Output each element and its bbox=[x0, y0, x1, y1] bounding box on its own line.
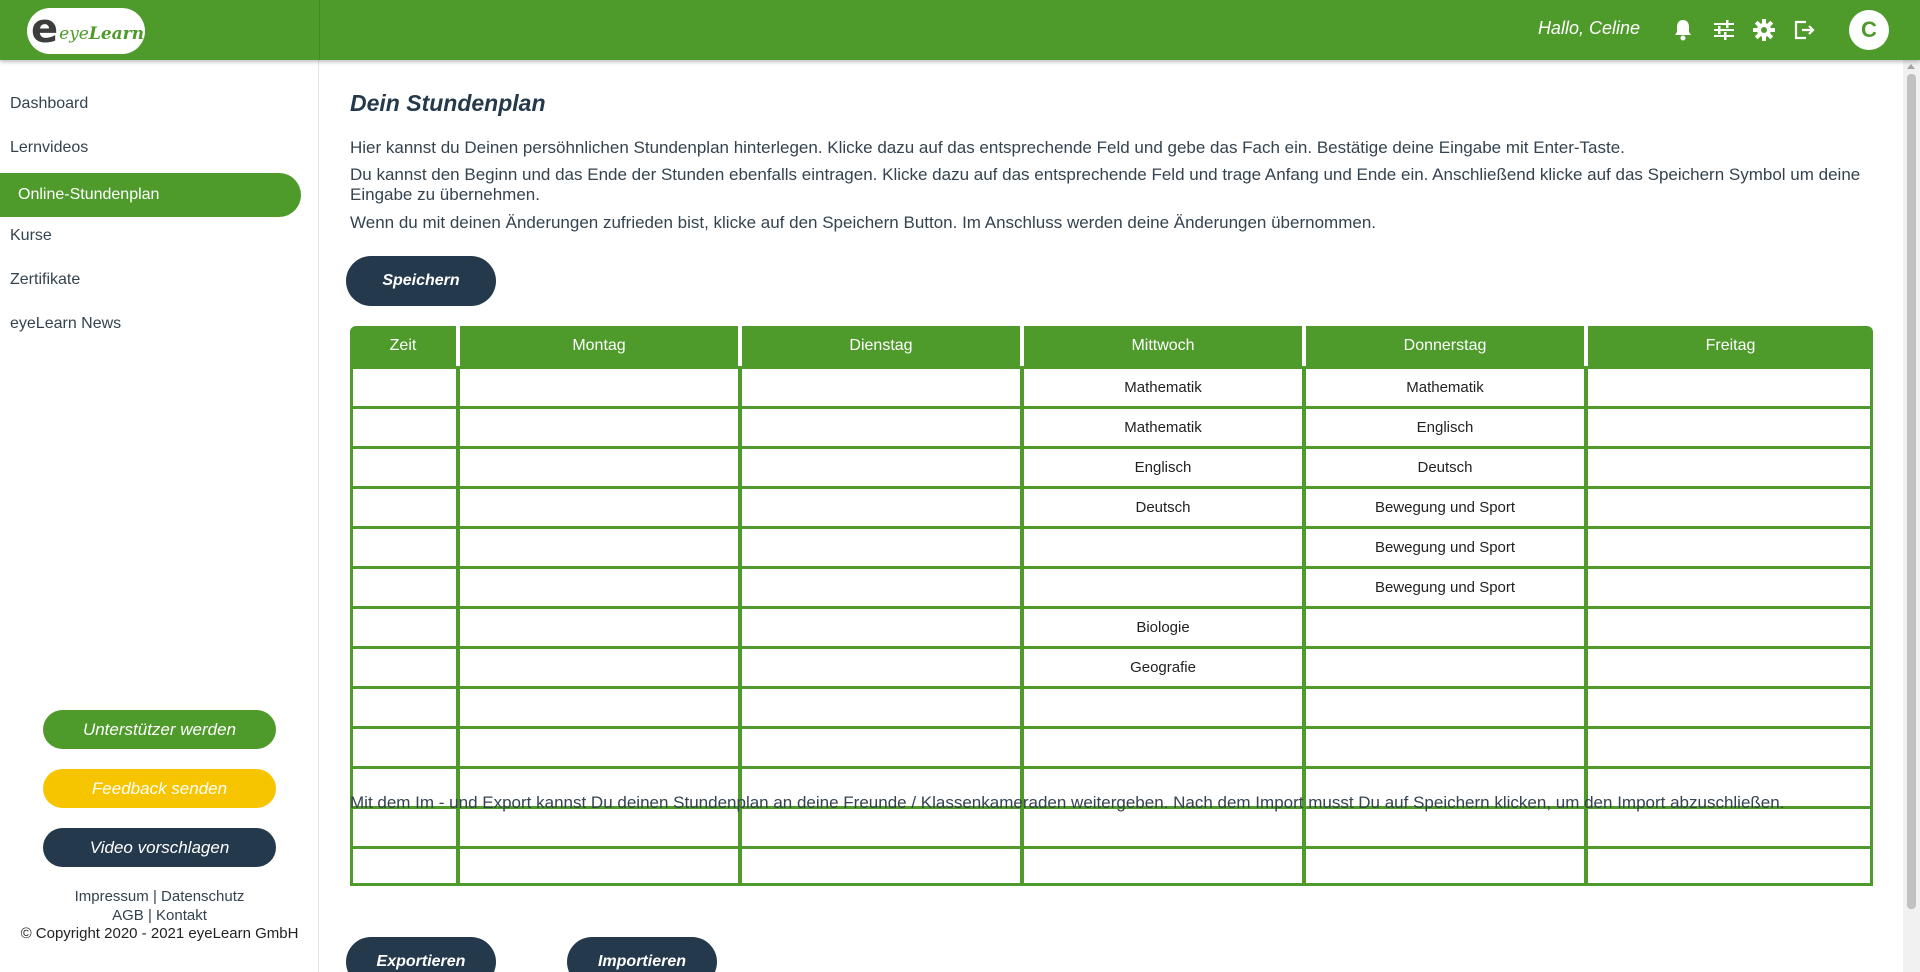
subject-cell[interactable] bbox=[1588, 809, 1873, 846]
subject-cell[interactable] bbox=[1588, 409, 1873, 446]
save-button[interactable]: Speichern bbox=[346, 256, 496, 306]
column-header-montag: Montag bbox=[460, 326, 742, 366]
column-header-freitag: Freitag bbox=[1705, 337, 1756, 354]
kontakt-link[interactable]: Kontakt bbox=[156, 907, 207, 924]
subject-cell[interactable] bbox=[1306, 849, 1588, 883]
subject-cell[interactable] bbox=[460, 649, 742, 686]
sidebar bbox=[0, 60, 319, 972]
sidebar-item-eyelearn-news[interactable]: eyeLearn News bbox=[10, 315, 122, 332]
table-row bbox=[350, 366, 1873, 406]
subject-cell[interactable] bbox=[1024, 729, 1306, 766]
subject-cell[interactable] bbox=[742, 529, 1024, 566]
main-content bbox=[320, 60, 1900, 972]
subject-cell[interactable] bbox=[1306, 809, 1588, 846]
export-button[interactable]: Exportieren bbox=[346, 937, 496, 972]
time-cell[interactable] bbox=[350, 449, 460, 486]
subject-cell[interactable] bbox=[742, 569, 1024, 606]
subject-cell[interactable]: Deutsch bbox=[1024, 489, 1306, 526]
sidebar-item-dashboard[interactable]: Dashboard bbox=[10, 95, 89, 112]
subject-cell[interactable] bbox=[1024, 809, 1306, 846]
import-export-text: Mit dem Im - und Export kannst Du deinen Stundenplan an deine Freunde / Klassenkameraden weitergeben. Nach dem Import musst Du auf Speichern klicken, um den Import abzuschließen. bbox=[350, 793, 1785, 812]
subject-cell[interactable] bbox=[742, 609, 1024, 646]
time-cell[interactable] bbox=[350, 569, 460, 606]
intro-paragraph-3: Wenn du mit deinen Änderungen zufrieden bist, klicke auf den Speichern Button. Im Anschluss werden deine Änderungen übernommen. bbox=[350, 213, 1376, 232]
gear-icon[interactable] bbox=[1751, 17, 1777, 43]
subject-cell[interactable] bbox=[460, 569, 742, 606]
supporter-button[interactable]: Unterstützer werden bbox=[43, 710, 276, 749]
agb-link[interactable]: AGB bbox=[112, 907, 144, 924]
scroll-up-arrow-icon[interactable] bbox=[1907, 64, 1915, 69]
subject-cell[interactable]: Mathematik bbox=[1306, 369, 1588, 406]
subject-cell[interactable] bbox=[460, 729, 742, 766]
sidebar-item-online-stundenplan[interactable]: Online-Stundenplan bbox=[0, 173, 301, 217]
subject-cell[interactable] bbox=[1024, 689, 1306, 726]
table-row bbox=[350, 606, 1873, 646]
bell-icon[interactable] bbox=[1670, 17, 1696, 43]
user-greeting: Hallo, Celine bbox=[1537, 18, 1640, 38]
subject-cell[interactable] bbox=[1306, 689, 1588, 726]
suggest-video-button[interactable]: Video vorschlagen bbox=[43, 828, 276, 867]
avatar[interactable]: C bbox=[1849, 10, 1889, 50]
subject-cell[interactable] bbox=[460, 489, 742, 526]
subject-cell[interactable] bbox=[1588, 529, 1873, 566]
eyelearn-logo[interactable] bbox=[27, 8, 145, 54]
subject-cell[interactable] bbox=[742, 649, 1024, 686]
scroll-thumb[interactable] bbox=[1907, 74, 1916, 909]
table-row bbox=[350, 406, 1873, 446]
subject-cell[interactable] bbox=[460, 409, 742, 446]
table-row bbox=[350, 446, 1873, 486]
subject-cell[interactable] bbox=[1588, 489, 1873, 526]
column-header-mittwoch: Mittwoch bbox=[1024, 326, 1306, 366]
column-header-zeit: Zeit bbox=[350, 326, 460, 366]
time-cell[interactable] bbox=[350, 609, 460, 646]
sidebar-item-lernvideos[interactable]: Lernvideos bbox=[10, 139, 89, 156]
subject-cell[interactable]: Bewegung und Sport bbox=[1306, 529, 1588, 566]
subject-cell[interactable] bbox=[1024, 529, 1306, 566]
time-cell[interactable] bbox=[350, 849, 460, 883]
scrollbar[interactable] bbox=[1903, 60, 1920, 972]
timetable-header bbox=[350, 326, 1873, 366]
footer-separator: | bbox=[152, 888, 157, 905]
subject-cell[interactable] bbox=[742, 689, 1024, 726]
topbar-divider bbox=[319, 0, 320, 60]
footer-separator: | bbox=[147, 907, 152, 924]
subject-cell[interactable] bbox=[742, 729, 1024, 766]
subject-cell[interactable] bbox=[460, 849, 742, 883]
sliders-icon[interactable] bbox=[1711, 17, 1737, 43]
subject-cell[interactable]: Biologie bbox=[1024, 609, 1306, 646]
subject-cell[interactable] bbox=[742, 489, 1024, 526]
logo-wordmark: eyeLearn bbox=[59, 24, 144, 44]
subject-cell[interactable] bbox=[1024, 569, 1306, 606]
subject-cell[interactable] bbox=[1588, 649, 1873, 686]
subject-cell[interactable] bbox=[1588, 689, 1873, 726]
table-row bbox=[350, 726, 1873, 766]
subject-cell[interactable]: Deutsch bbox=[1306, 449, 1588, 486]
column-header-dienstag: Dienstag bbox=[742, 326, 1024, 366]
subject-cell[interactable] bbox=[460, 609, 742, 646]
logout-icon[interactable] bbox=[1792, 17, 1818, 43]
time-cell[interactable] bbox=[350, 729, 460, 766]
import-button[interactable]: Importieren bbox=[567, 937, 717, 972]
time-cell[interactable] bbox=[350, 649, 460, 686]
subject-cell[interactable]: Bewegung und Sport bbox=[1306, 489, 1588, 526]
subject-cell[interactable] bbox=[1588, 729, 1873, 766]
subject-cell[interactable] bbox=[742, 849, 1024, 883]
impressum-link[interactable]: Impressum bbox=[74, 888, 149, 905]
time-cell[interactable] bbox=[350, 689, 460, 726]
table-row bbox=[350, 646, 1873, 686]
subject-cell[interactable] bbox=[1588, 609, 1873, 646]
subject-cell[interactable]: Mathematik bbox=[1024, 369, 1306, 406]
column-header-donnerstag: Donnerstag bbox=[1306, 326, 1588, 366]
table-row bbox=[350, 686, 1873, 726]
datenschutz-link[interactable]: Datenschutz bbox=[161, 888, 245, 905]
table-row bbox=[350, 846, 1873, 886]
subject-cell[interactable] bbox=[460, 369, 742, 406]
subject-cell[interactable] bbox=[1588, 369, 1873, 406]
subject-cell[interactable] bbox=[742, 449, 1024, 486]
subject-cell[interactable]: Mathematik bbox=[1024, 409, 1306, 446]
subject-cell[interactable] bbox=[460, 529, 742, 566]
sidebar-item-kurse[interactable]: Kurse bbox=[10, 227, 52, 244]
time-cell[interactable] bbox=[350, 409, 460, 446]
footer-links bbox=[0, 887, 319, 925]
subject-cell[interactable]: Englisch bbox=[1024, 449, 1306, 486]
subject-cell[interactable] bbox=[460, 449, 742, 486]
subject-cell[interactable] bbox=[1588, 849, 1873, 883]
subject-cell[interactable] bbox=[1588, 449, 1873, 486]
time-cell[interactable] bbox=[350, 489, 460, 526]
copyright: © Copyright 2020 - 2021 eyeLearn GmbH bbox=[20, 925, 299, 942]
subject-cell[interactable] bbox=[742, 409, 1024, 446]
logo-letter: e bbox=[31, 6, 59, 52]
intro-paragraph-2: Du kannst den Beginn und das Ende der Stunden ebenfalls eintragen. Klicke dazu auf das entsprechende Feld und trage Anfang und Ende ein. Anschließend klicke auf das Speichern Symbol um deine Eingabe zu übernehmen. bbox=[350, 165, 1861, 204]
subject-cell[interactable] bbox=[742, 809, 1024, 846]
subject-cell[interactable] bbox=[460, 689, 742, 726]
subject-cell[interactable]: Bewegung und Sport bbox=[1306, 569, 1588, 606]
subject-cell[interactable] bbox=[1588, 569, 1873, 606]
subject-cell[interactable]: Englisch bbox=[1306, 409, 1588, 446]
subject-cell[interactable] bbox=[1306, 649, 1588, 686]
page-title: Dein Stundenplan bbox=[350, 90, 546, 116]
table-row bbox=[350, 526, 1873, 566]
time-cell[interactable] bbox=[350, 809, 460, 846]
subject-cell[interactable] bbox=[460, 809, 742, 846]
table-row bbox=[350, 486, 1873, 526]
subject-cell[interactable] bbox=[1024, 849, 1306, 883]
sidebar-item-zertifikate[interactable]: Zertifikate bbox=[10, 271, 81, 288]
table-row bbox=[350, 566, 1873, 606]
time-cell[interactable] bbox=[350, 529, 460, 566]
subject-cell[interactable]: Geografie bbox=[1024, 649, 1306, 686]
subject-cell[interactable] bbox=[742, 369, 1024, 406]
top-bar bbox=[0, 0, 1920, 60]
time-cell[interactable] bbox=[350, 369, 460, 406]
subject-cell[interactable] bbox=[1306, 729, 1588, 766]
subject-cell[interactable] bbox=[1306, 609, 1588, 646]
intro-paragraph-1: Hier kannst du Deinen persöhnlichen Stundenplan hinterlegen. Klicke dazu auf das entsprechende Feld und gebe das Fach ein. Bestätige deine Eingabe mit Enter-Taste. bbox=[350, 138, 1625, 157]
feedback-button[interactable]: Feedback senden bbox=[43, 769, 276, 808]
